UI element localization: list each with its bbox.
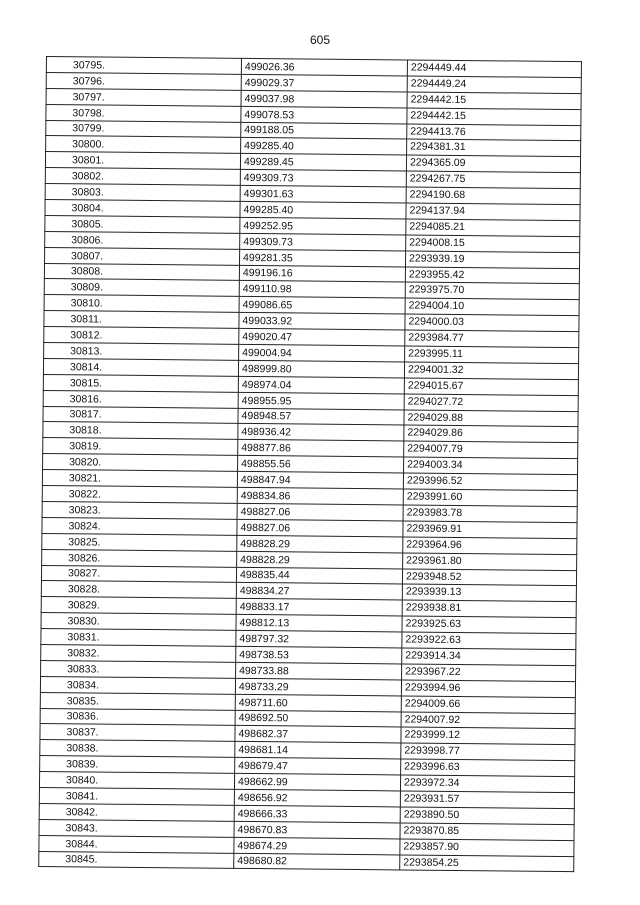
x-coordinate-cell: 499110.98: [239, 281, 405, 298]
point-number-cell: 30825.: [42, 533, 237, 551]
y-coordinate-cell: 2294001.32: [404, 362, 578, 380]
point-number-cell: 30816.: [43, 390, 238, 408]
point-number-cell: 30840.: [39, 772, 234, 790]
x-coordinate-cell: 498974.04: [238, 376, 404, 393]
point-number-cell: 30832.: [41, 644, 236, 662]
y-coordinate-cell: 2293996.63: [401, 759, 575, 777]
y-coordinate-cell: 2294442.15: [407, 92, 581, 110]
y-coordinate-cell: 2293925.63: [402, 616, 576, 634]
x-coordinate-cell: 499301.63: [240, 185, 406, 202]
point-number-cell: 30831.: [41, 629, 236, 647]
y-coordinate-cell: 2294015.67: [404, 378, 578, 396]
x-coordinate-cell: 498955.95: [238, 392, 404, 409]
y-coordinate-cell: 2293984.77: [405, 330, 579, 348]
x-coordinate-cell: 498682.37: [235, 726, 401, 743]
x-coordinate-cell: 499029.37: [241, 74, 407, 91]
y-coordinate-cell: 2294449.44: [407, 60, 581, 78]
point-number-cell: 30841.: [39, 787, 234, 805]
point-number-cell: 30811.: [44, 311, 239, 329]
point-number-cell: 30801.: [45, 152, 240, 170]
y-coordinate-cell: 2293983.78: [403, 505, 577, 523]
y-coordinate-cell: 2293857.90: [400, 839, 574, 857]
y-coordinate-cell: 2293969.91: [403, 521, 577, 539]
point-number-cell: 30804.: [45, 200, 240, 218]
y-coordinate-cell: 2294442.15: [407, 108, 581, 126]
point-number-cell: 30800.: [46, 136, 241, 154]
y-coordinate-cell: 2293922.63: [402, 632, 576, 650]
y-coordinate-cell: 2294008.15: [406, 235, 580, 253]
y-coordinate-cell: 2293991.60: [403, 489, 577, 507]
x-coordinate-cell: 499289.45: [240, 154, 406, 171]
point-number-cell: 30842.: [39, 803, 234, 821]
x-coordinate-cell: 498738.53: [236, 646, 402, 663]
point-number-cell: 30827.: [41, 565, 236, 583]
y-coordinate-cell: 2294449.24: [407, 76, 581, 94]
y-coordinate-cell: 2294381.31: [407, 139, 581, 157]
x-coordinate-cell: 498847.94: [237, 472, 403, 489]
y-coordinate-cell: 2293996.52: [403, 473, 577, 491]
y-coordinate-cell: 2294000.03: [405, 314, 579, 332]
x-coordinate-cell: 498827.06: [237, 519, 403, 536]
point-number-cell: 30828.: [41, 581, 236, 599]
x-coordinate-cell: 498948.57: [238, 408, 404, 425]
y-coordinate-cell: 2293998.77: [401, 743, 575, 761]
x-coordinate-cell: 498679.47: [235, 758, 401, 775]
point-number-cell: 30805.: [45, 215, 240, 233]
point-number-cell: 30798.: [46, 104, 241, 122]
x-coordinate-cell: 499020.47: [239, 329, 405, 346]
y-coordinate-cell: 2294027.72: [404, 394, 578, 412]
y-coordinate-cell: 2293939.19: [405, 251, 579, 269]
x-coordinate-cell: 499196.16: [239, 265, 405, 282]
point-number-cell: 30822.: [42, 486, 237, 504]
x-coordinate-cell: 498936.42: [238, 424, 404, 441]
point-number-cell: 30837.: [40, 724, 235, 742]
point-number-cell: 30839.: [40, 756, 235, 774]
point-number-cell: 30807.: [45, 247, 240, 265]
x-coordinate-cell: 498797.32: [236, 630, 402, 647]
y-coordinate-cell: 2294007.92: [401, 711, 575, 729]
y-coordinate-cell: 2293854.25: [400, 854, 574, 872]
x-coordinate-cell: 498733.29: [235, 678, 401, 695]
point-number-cell: 30806.: [45, 231, 240, 249]
x-coordinate-cell: 498828.29: [237, 535, 403, 552]
y-coordinate-cell: 2294009.66: [401, 696, 575, 714]
x-coordinate-cell: 499309.73: [240, 170, 406, 187]
x-coordinate-cell: 498855.56: [238, 456, 404, 473]
table-body: [39, 57, 582, 873]
point-number-cell: 30796.: [46, 72, 241, 90]
x-coordinate-cell: 499252.95: [240, 217, 406, 234]
y-coordinate-cell: 2293914.34: [402, 648, 576, 666]
point-number-cell: 30838.: [40, 740, 235, 758]
x-coordinate-cell: 499086.65: [239, 297, 405, 314]
point-number-cell: 30829.: [41, 597, 236, 615]
x-coordinate-cell: 499037.98: [241, 90, 407, 107]
x-coordinate-cell: 498877.86: [238, 440, 404, 457]
y-coordinate-cell: 2293931.57: [400, 791, 574, 809]
coordinates-table: [38, 56, 582, 873]
x-coordinate-cell: 499078.53: [241, 106, 407, 123]
x-coordinate-cell: 498662.99: [234, 773, 400, 790]
point-number-cell: 30843.: [39, 819, 234, 837]
point-number-cell: 30821.: [42, 470, 237, 488]
x-coordinate-cell: 498835.44: [236, 567, 402, 584]
x-coordinate-cell: 498834.27: [236, 583, 402, 600]
point-number-cell: 30799.: [46, 120, 241, 138]
x-coordinate-cell: 498656.92: [234, 789, 400, 806]
point-number-cell: 30795.: [46, 57, 241, 75]
point-number-cell: 30818.: [43, 422, 238, 440]
x-coordinate-cell: 498681.14: [235, 742, 401, 759]
y-coordinate-cell: 2293890.50: [400, 807, 574, 825]
x-coordinate-cell: 499033.92: [239, 313, 405, 330]
y-coordinate-cell: 2293870.85: [400, 823, 574, 841]
y-coordinate-cell: 2293999.12: [401, 727, 575, 745]
x-coordinate-cell: 498674.29: [234, 837, 400, 854]
y-coordinate-cell: 2294190.68: [406, 187, 580, 205]
x-coordinate-cell: 498834.86: [237, 487, 403, 504]
x-coordinate-cell: 498812.13: [236, 615, 402, 632]
y-coordinate-cell: 2293994.96: [401, 680, 575, 698]
point-number-cell: 30797.: [46, 88, 241, 106]
x-coordinate-cell: 498692.50: [235, 710, 401, 727]
point-number-cell: 30824.: [42, 517, 237, 535]
point-number-cell: 30834.: [40, 676, 235, 694]
point-number-cell: 30809.: [44, 279, 239, 297]
x-coordinate-cell: 498680.82: [234, 853, 400, 870]
point-number-cell: 30845.: [39, 851, 234, 869]
y-coordinate-cell: 2293939.13: [402, 584, 576, 602]
point-number-cell: 30820.: [43, 454, 238, 472]
y-coordinate-cell: 2293967.22: [402, 664, 576, 682]
point-number-cell: 30833.: [41, 660, 236, 678]
page-number: 605: [309, 33, 331, 47]
point-number-cell: 30819.: [43, 438, 238, 456]
x-coordinate-cell: 498711.60: [235, 694, 401, 711]
point-number-cell: 30812.: [44, 327, 239, 345]
point-number-cell: 30844.: [39, 835, 234, 853]
y-coordinate-cell: 2294003.34: [404, 457, 578, 475]
y-coordinate-cell: 2294365.09: [406, 155, 580, 173]
point-number-cell: 30802.: [45, 168, 240, 186]
y-coordinate-cell: 2294029.86: [404, 425, 578, 443]
point-number-cell: 30810.: [44, 295, 239, 313]
x-coordinate-cell: 498999.80: [238, 360, 404, 377]
y-coordinate-cell: 2293995.11: [405, 346, 579, 364]
y-coordinate-cell: 2293948.52: [402, 568, 576, 586]
x-coordinate-cell: 499026.36: [241, 58, 407, 75]
y-coordinate-cell: 2293972.34: [400, 775, 574, 793]
x-coordinate-cell: 498827.06: [237, 503, 403, 520]
point-number-cell: 30826.: [42, 549, 237, 567]
point-number-cell: 30813.: [44, 343, 239, 361]
point-number-cell: 30814.: [43, 358, 238, 376]
y-coordinate-cell: 2293938.81: [402, 600, 576, 618]
point-number-cell: 30815.: [43, 374, 238, 392]
point-number-cell: 30808.: [44, 263, 239, 281]
x-coordinate-cell: 498833.17: [236, 599, 402, 616]
point-number-cell: 30836.: [40, 708, 235, 726]
x-coordinate-cell: 499285.40: [240, 201, 406, 218]
y-coordinate-cell: 2294137.94: [406, 203, 580, 221]
x-coordinate-cell: 499281.35: [240, 249, 406, 266]
x-coordinate-cell: 499285.40: [241, 138, 407, 155]
y-coordinate-cell: 2293961.80: [403, 553, 577, 571]
y-coordinate-cell: 2294007.79: [404, 441, 578, 459]
y-coordinate-cell: 2293964.96: [403, 537, 577, 555]
y-coordinate-cell: 2294004.10: [405, 298, 579, 316]
x-coordinate-cell: 499004.94: [239, 344, 405, 361]
point-number-cell: 30835.: [40, 692, 235, 710]
x-coordinate-cell: 498828.29: [237, 551, 403, 568]
point-number-cell: 30823.: [42, 501, 237, 519]
x-coordinate-cell: 499188.05: [241, 122, 407, 139]
point-number-cell: 30817.: [43, 406, 238, 424]
coordinates-table-container: [38, 56, 558, 872]
point-number-cell: 30830.: [41, 613, 236, 631]
x-coordinate-cell: 498670.83: [234, 821, 400, 838]
y-coordinate-cell: 2293955.42: [405, 267, 579, 285]
y-coordinate-cell: 2294413.76: [407, 124, 581, 142]
y-coordinate-cell: 2294085.21: [406, 219, 580, 237]
y-coordinate-cell: 2294267.75: [406, 171, 580, 189]
y-coordinate-cell: 2294029.88: [404, 410, 578, 428]
x-coordinate-cell: 498666.33: [234, 805, 400, 822]
x-coordinate-cell: 498733.88: [236, 662, 402, 679]
y-coordinate-cell: 2293975.70: [405, 282, 579, 300]
point-number-cell: 30803.: [45, 184, 240, 202]
x-coordinate-cell: 499309.73: [240, 233, 406, 250]
